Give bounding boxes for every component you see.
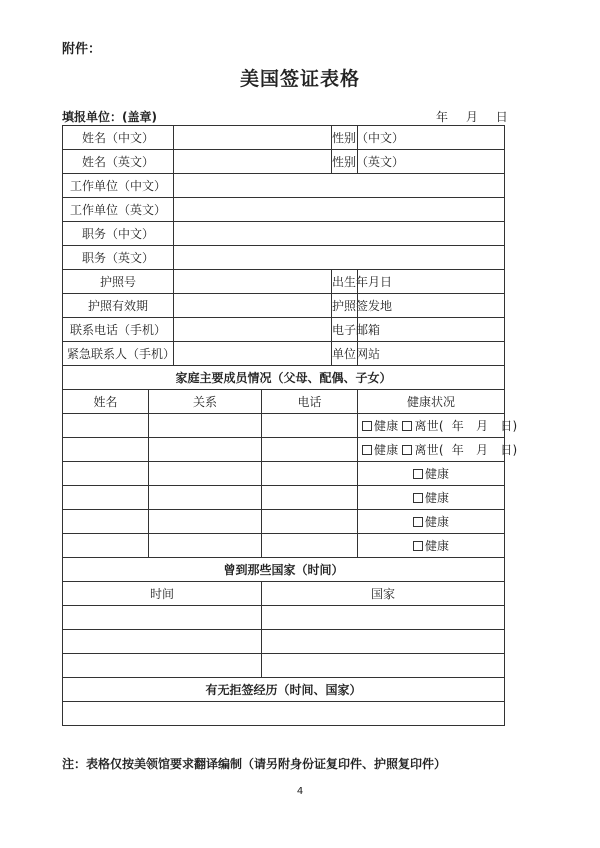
- healthy-label: 健康: [425, 539, 450, 553]
- family-phone-cell[interactable]: [262, 510, 358, 534]
- deceased-year-label: 年: [451, 419, 464, 433]
- gender-cn-label: 性别（中文）: [332, 126, 358, 150]
- passport-no-field[interactable]: [174, 270, 332, 294]
- family-name-cell[interactable]: [63, 510, 149, 534]
- row-passport-validity: [63, 294, 505, 318]
- family-name-cell[interactable]: [63, 534, 149, 558]
- countries-header-time: 时间: [63, 582, 262, 606]
- family-header-relation: 关系: [149, 390, 262, 414]
- family-phone-cell[interactable]: [262, 534, 358, 558]
- healthy-label: 健康: [425, 515, 450, 529]
- family-relation-cell[interactable]: [149, 414, 262, 438]
- fill-unit-label: 填报单位：(盖章): [62, 110, 157, 124]
- family-relation-cell[interactable]: [149, 534, 262, 558]
- countries-row: [63, 654, 505, 678]
- gender-en-label: 性别（英文）: [332, 150, 358, 174]
- passport-no-label: 护照号: [63, 270, 174, 294]
- countries-row: [63, 630, 505, 654]
- family-row: [63, 534, 505, 558]
- countries-section-title: 曾到那些国家（时间）: [63, 558, 505, 582]
- date-close-paren: ): [512, 419, 518, 433]
- family-phone-cell[interactable]: [262, 414, 358, 438]
- healthy-checkbox[interactable]: [362, 445, 372, 455]
- refusal-row: [63, 702, 505, 726]
- row-countries-title: [63, 558, 505, 582]
- healthy-checkbox[interactable]: [413, 493, 423, 503]
- family-header-phone: 电话: [262, 390, 358, 414]
- countries-time-cell[interactable]: [63, 606, 262, 630]
- family-header-health: 健康状况: [358, 390, 505, 414]
- refusal-section-title: 有无拒签经历（时间、国家）: [63, 678, 505, 702]
- contact-phone-field[interactable]: [174, 318, 332, 342]
- page-number: 4: [296, 786, 304, 797]
- deceased-day-label: 日: [500, 419, 513, 433]
- refusal-field[interactable]: [63, 702, 505, 726]
- healthy-checkbox[interactable]: [413, 469, 423, 479]
- date-year-label: 年: [436, 110, 449, 124]
- deceased-day-label: 日: [500, 443, 513, 457]
- passport-validity-field[interactable]: [174, 294, 332, 318]
- form-title: 美国签证表格: [239, 68, 360, 90]
- deceased-label: 离世: [414, 443, 439, 457]
- family-phone-cell[interactable]: [262, 462, 358, 486]
- family-row: [63, 510, 505, 534]
- work-unit-cn-field[interactable]: [174, 174, 505, 198]
- healthy-checkbox[interactable]: [362, 421, 372, 431]
- family-relation-cell[interactable]: [149, 438, 262, 462]
- name-en-field[interactable]: [174, 150, 332, 174]
- family-health-cell: [358, 462, 505, 486]
- deceased-label: 离世: [414, 419, 439, 433]
- work-unit-en-label: 工作单位（英文）: [63, 198, 174, 222]
- visa-form-table: [62, 125, 518, 726]
- date-day-label: 日: [495, 110, 508, 124]
- family-row: [63, 414, 505, 438]
- email-label: 电子邮箱: [332, 318, 358, 342]
- emergency-contact-label: 紧急联系人（手机）: [63, 342, 174, 366]
- birth-date-label: 出生年月日: [332, 270, 358, 294]
- deceased-checkbox[interactable]: [402, 421, 412, 431]
- work-unit-cn-label: 工作单位（中文）: [63, 174, 174, 198]
- passport-validity-label: 护照有效期: [63, 294, 174, 318]
- row-work-unit-cn: [63, 174, 505, 198]
- row-family-headers: [63, 390, 505, 414]
- attachment-label: 附件：: [62, 42, 102, 57]
- family-header-name: 姓名: [63, 390, 149, 414]
- row-position-en: [63, 246, 505, 270]
- healthy-checkbox[interactable]: [413, 541, 423, 551]
- row-name-en: [63, 150, 505, 174]
- date-open-paren: (: [438, 419, 444, 433]
- deceased-year-label: 年: [451, 443, 464, 457]
- countries-time-cell[interactable]: [63, 654, 262, 678]
- family-row: [63, 486, 505, 510]
- family-name-cell[interactable]: [63, 414, 149, 438]
- family-row: [63, 462, 505, 486]
- contact-phone-label: 联系电话（手机）: [63, 318, 174, 342]
- countries-country-cell[interactable]: [262, 606, 505, 630]
- countries-row: [63, 606, 505, 630]
- healthy-label: 健康: [374, 443, 399, 457]
- name-cn-label: 姓名（中文）: [63, 126, 174, 150]
- countries-country-cell[interactable]: [262, 654, 505, 678]
- row-refusal-title: [63, 678, 505, 702]
- name-cn-field[interactable]: [174, 126, 332, 150]
- deceased-month-label: 月: [476, 443, 489, 457]
- position-en-label: 职务（英文）: [63, 246, 174, 270]
- row-passport: [63, 270, 505, 294]
- family-relation-cell[interactable]: [149, 462, 262, 486]
- row-countries-headers: [63, 582, 505, 606]
- healthy-label: 健康: [425, 491, 450, 505]
- row-contact: [63, 318, 505, 342]
- family-name-cell[interactable]: [63, 486, 149, 510]
- family-health-cell: [358, 510, 505, 534]
- countries-country-cell[interactable]: [262, 630, 505, 654]
- row-position-cn: [63, 222, 505, 246]
- healthy-label: 健康: [425, 467, 450, 481]
- countries-header-country: 国家: [262, 582, 505, 606]
- healthy-label: 健康: [374, 419, 399, 433]
- family-health-cell: [358, 534, 505, 558]
- family-section-title: 家庭主要成员情况（父母、配偶、子女）: [63, 366, 505, 390]
- family-phone-cell[interactable]: [262, 486, 358, 510]
- row-family-title: [63, 366, 505, 390]
- work-unit-en-field[interactable]: [174, 198, 505, 222]
- family-health-cell: [358, 414, 518, 438]
- row-name-cn: [63, 126, 505, 150]
- family-row: [63, 438, 505, 462]
- name-en-label: 姓名（英文）: [63, 150, 174, 174]
- deceased-month-label: 月: [476, 419, 489, 433]
- family-relation-cell[interactable]: [149, 510, 262, 534]
- position-cn-label: 职务（中文）: [63, 222, 174, 246]
- date-month-label: 月: [465, 110, 478, 124]
- footer-note: 注：表格仅按美领馆要求翻译编制（请另附身份证复印件、护照复印件）: [62, 757, 447, 771]
- position-en-field[interactable]: [174, 246, 505, 270]
- unit-website-label: 单位网站: [332, 342, 358, 366]
- family-phone-cell[interactable]: [262, 438, 358, 462]
- family-relation-cell[interactable]: [149, 486, 262, 510]
- fill-date: [436, 108, 522, 125]
- family-name-cell[interactable]: [63, 438, 149, 462]
- passport-issue-place-label: 护照签发地: [332, 294, 358, 318]
- healthy-checkbox[interactable]: [413, 517, 423, 527]
- family-name-cell[interactable]: [63, 462, 149, 486]
- date-close-paren: ): [512, 443, 518, 457]
- row-emergency: [63, 342, 505, 366]
- row-work-unit-en: [63, 198, 505, 222]
- countries-time-cell[interactable]: [63, 630, 262, 654]
- family-health-cell: [358, 438, 518, 462]
- deceased-checkbox[interactable]: [402, 445, 412, 455]
- emergency-contact-field[interactable]: [174, 342, 332, 366]
- family-health-cell: [358, 486, 505, 510]
- date-open-paren: (: [438, 443, 444, 457]
- position-cn-field[interactable]: [174, 222, 505, 246]
